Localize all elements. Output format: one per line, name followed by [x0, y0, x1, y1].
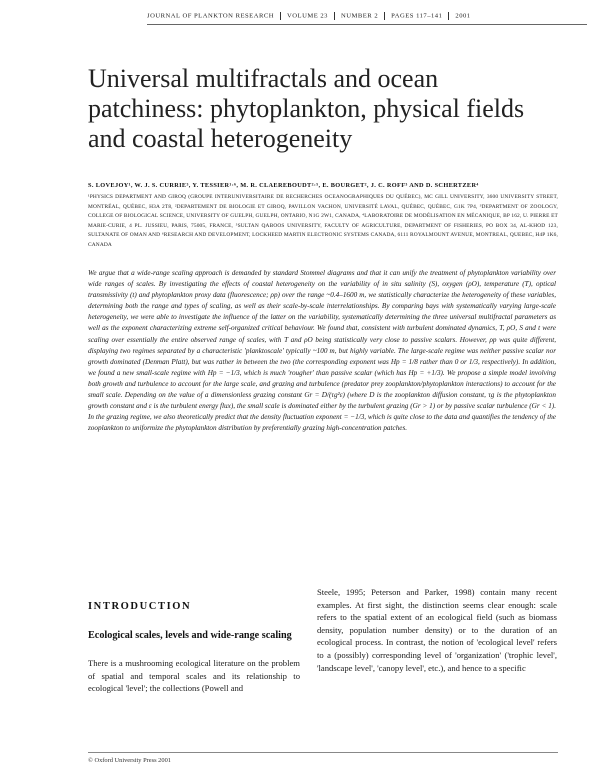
abstract: We argue that a wide-range scaling approach is demanded by standard Stommel diagrams and that it can unify the treatment of phytoplankton variability over wide ranges of scales. By investigating the effects of coastal heterogeneity on the variability of in situ salinity (S), oxygen (ρO), temperature (T), optical transmissivity (t) and phytoplankton proxy data (fluorescence; ρp) over the range ~0.4–1600 m, we statistically characterize the heterogeneity of these variables, determining both the range and types of scaling, as well as their scale-by-scale interrelationships. By comparing bays with systematically varying large-scale heterogeneity, we were able to investigate the influence of the latter on the variability, systematically determining the three universal multifractal parameters as well as the exponent characterizing extreme self-organized critical behaviour. We found that, consistent with turbulent dominated dynamics, T, ρO, S and t were scaling over essentially the entire observed range of scales, with T and ρO being statistically very close to passive scalars. However, ρp was quite different, displaying two regimes separated by a characteristic 'planktoscale' typically ~100 m, but highly variable. The large-scale regime was neither passive scalar nor growth dominated (Denman Platt), but was rather in between the two (the corresponding exponent was Hp = 1/8 rather than 0 or 1/3, respectively). In addition, we found a new small-scale regime with Hp = −1/3, which is much 'rougher' than passive scalar (which has Hp = +1/3). We propose a simple model involving both growth and turbulence to account for the large scale, and grazing and turbulence (predator prey zooplankton/phytoplankton interactions) to account for the small scale. Depending on the value of a dimensionless grazing constant Gr = D/(τg²ε) (where D is the zooplankton diffusion constant, τg is the phytoplankton growth constant and ε is the turbulent energy flux), the small scale is dominated either by the turbulent grazing (Gr > 1) or by passive scalar turbulence (Gr < 1). In the grazing regime, we also theoretically predict that the density fluctuation exponent = −1/3, which is quite close to the data and quantifies the tendency of the zooplankton to uniformize the phytoplankton distribution by preferentially grazing high-concentration patches. — [88, 269, 556, 433]
header-rule — [147, 24, 587, 25]
author-list: S. LOVEJOY¹, W. J. S. CURRIE³, Y. TESSIER¹·⁶, M. R. CLAEREBOUDT²·⁵, E. BOURGET², J. C. ROFF³ AND D. SCHERTZER⁴ — [88, 182, 479, 189]
journal-name: JOURNAL OF PLANKTON RESEARCH — [147, 12, 275, 20]
separator — [334, 12, 335, 20]
subsection-heading: Ecological scales, levels and wide-range scaling — [88, 630, 292, 641]
page-range: PAGES 117–141 — [391, 12, 443, 20]
running-head — [147, 12, 587, 20]
body-text-right-column: Steele, 1995; Peterson and Parker, 1998) contain many recent examples. At first sight, the distinction seems clear enough: scale refers to the spatial extent of an ecological field (such as biomass density, population number density) or to the duration of an ecological process. In contrast, the notion of 'ecological level' refers to a (possibly) corresponding level of 'organization' ('trophic level', 'landscape level', 'canopy level', etc.), and hence to a specific — [317, 587, 557, 673]
separator — [384, 12, 385, 20]
affiliations: ¹PHYSICS DEPARTMENT AND GIROQ (GROUPE INTERUNIVERSITAIRE DE RECHERCHES OCEANOGRAPHIQUES DU QUÉBEC), MC GILL UNIVERSITY, 3600 UNIVERSITY STREET, MONTRÉAL, QUÉBEC, H3A 2T8, ²DEPARTEMENT DE BIOLOGIE ET GIROQ, PAVILLON VACHON, UNIVERSITÉ LAVAL, QUÉBEC, QUÉBEC, G1K 7P4, ³DEPARTMENT OF ZOOLOGY, COLLEGE OF BIOLOGICAL SCIENCE, UNIVERSITY OF GUELPH, GUELPH, ONTARIO, N1G 2W1, CANADA, ⁴LABORATOIRE DE MODÉLISATION EN MÉCANIQUE, BP 162, U. PIERRE ET MARIE-CURIE, 4 PL. JUSSIEU, PARIS, 75005, FRANCE, ⁵SULTAN QABOOS UNIVERSITY, FACULTY OF AGRICULTURE, DEPARTMENT OF FISHERIES, PO BOX 34, AL-KHOD 123, SULTANATE OF OMAN AND ⁶RESEARCH AND DEVELOPMENT, LOCKHEED MARTIN ELECTRONIC SYSTEMS CANADA, 6111 ROYALMOUNT AVENUE, MONTREAL, QUEBEC, H4P 1K6, CANADA — [88, 194, 558, 248]
volume: VOLUME 23 — [287, 12, 328, 20]
separator — [280, 12, 281, 20]
body-text-left-column: There is a mushrooming ecological literature on the problem of spatial and temporal scales and its relationship to ecological 'level'; the collections (Powell and — [88, 658, 300, 694]
separator — [448, 12, 449, 20]
footer-rule — [88, 752, 558, 753]
section-heading-introduction: INTRODUCTION — [88, 601, 192, 612]
paper-title: Universal multifractals and ocean patchiness: phytoplankton, physical fields and coastal heterogeneity — [88, 64, 525, 153]
year: 2001 — [455, 12, 471, 20]
issue-number: NUMBER 2 — [340, 12, 379, 20]
copyright-footer: © Oxford University Press 2001 — [88, 757, 171, 764]
